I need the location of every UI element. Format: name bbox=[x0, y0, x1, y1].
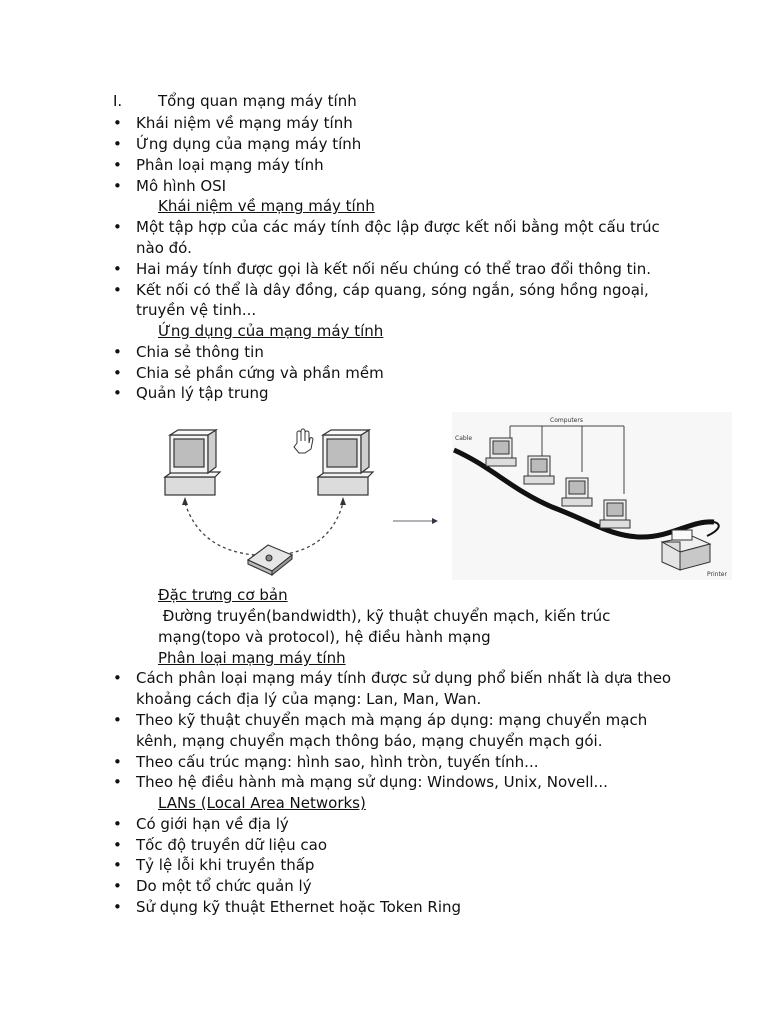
bus-network-illustration bbox=[452, 412, 732, 580]
arrow-figure bbox=[390, 514, 440, 528]
bullet-icon: • bbox=[113, 836, 122, 854]
cable-label: Cable bbox=[455, 435, 473, 442]
list-item-text: Theo kỹ thuật chuyển mạch mà mạng áp dụng: mạng chuyển mạch bbox=[136, 711, 648, 729]
bullet-icon: • bbox=[113, 669, 122, 687]
applications-title: Ứng dụng của mạng máy tính bbox=[158, 322, 384, 340]
list-item-text: Do một tổ chức quản lý bbox=[136, 877, 312, 895]
computer-icon bbox=[524, 456, 554, 484]
list-item-text: nào đó. bbox=[136, 239, 192, 257]
list-item-text: Chia sẻ thông tin bbox=[136, 343, 264, 361]
list-item-text: Chia sẻ phần cứng và phần mềm bbox=[136, 364, 384, 382]
list-item-text: Sử dụng kỹ thuật Ethernet hoặc Token Ring bbox=[136, 898, 462, 916]
list-item-text: Phân loại mạng máy tính bbox=[136, 156, 324, 174]
bullet-icon: • bbox=[113, 384, 122, 402]
computer-icon bbox=[600, 500, 630, 528]
list-item-text: Tốc độ truyền dữ liệu cao bbox=[136, 836, 328, 854]
bullet-icon: • bbox=[113, 364, 122, 382]
features-text: Đường truyền(bandwidth), kỹ thuật chuyển mạch, kiến trúc bbox=[158, 607, 611, 625]
list-item-text: Ứng dụng của mạng máy tính bbox=[136, 135, 362, 153]
bullet-icon: • bbox=[113, 711, 122, 729]
bullet-icon: • bbox=[113, 114, 122, 132]
heading-number: I. bbox=[113, 92, 123, 110]
list-item-text: Khái niệm về mạng máy tính bbox=[136, 114, 353, 132]
bullet-icon: • bbox=[113, 177, 122, 195]
bus-network-figure bbox=[452, 412, 732, 580]
list-item-text: khoảng cách địa lý của mạng: Lan, Man, Wan. bbox=[136, 690, 482, 708]
bullet-icon: • bbox=[113, 281, 122, 299]
connection-arc bbox=[185, 503, 343, 555]
list-item-text: Mô hình OSI bbox=[136, 177, 227, 195]
computer-icon bbox=[318, 430, 373, 495]
list-item-text: Có giới hạn về địa lý bbox=[136, 815, 289, 833]
list-item-text: Theo hệ điều hành mà mạng sử dụng: Windows, Unix, Novell... bbox=[136, 773, 608, 791]
list-item-text: kênh, mạng chuyển mạch thông báo, mạng chuyển mạch gói. bbox=[136, 732, 603, 750]
list-item-text: Tỷ lệ lỗi khi truyền thấp bbox=[136, 856, 315, 874]
bullet-icon: • bbox=[113, 156, 122, 174]
peer-network-illustration bbox=[160, 425, 375, 577]
list-item-text: Hai máy tính được gọi là kết nối nếu chúng có thể trao đổi thông tin. bbox=[136, 260, 652, 278]
bullet-icon: • bbox=[113, 877, 122, 895]
list-item-text: truyền vệ tinh... bbox=[136, 301, 257, 319]
bullet-icon: • bbox=[113, 343, 122, 361]
computer-icon bbox=[486, 438, 516, 466]
bullet-icon: • bbox=[113, 898, 122, 916]
printer-label: Printer bbox=[707, 571, 727, 578]
concept-title: Khái niệm về mạng máy tính bbox=[158, 197, 375, 215]
bullet-icon: • bbox=[113, 753, 122, 771]
features-title: Đặc trưng cơ bản bbox=[158, 586, 288, 604]
bullet-icon: • bbox=[113, 260, 122, 278]
hand-cursor-icon bbox=[294, 429, 313, 453]
bullet-icon: • bbox=[113, 135, 122, 153]
peer-network-figure bbox=[160, 425, 375, 577]
computer-icon bbox=[165, 430, 220, 495]
heading-title: Tổng quan mạng máy tính bbox=[158, 92, 357, 110]
bullet-icon: • bbox=[113, 815, 122, 833]
bullet-icon: • bbox=[113, 218, 122, 236]
bullet-icon: • bbox=[113, 773, 122, 791]
list-item-text: Theo cấu trúc mạng: hình sao, hình tròn, tuyến tính... bbox=[136, 753, 539, 771]
list-item-text: Quản lý tập trung bbox=[136, 384, 269, 402]
classification-title: Phân loại mạng máy tính bbox=[158, 649, 346, 667]
features-text: mạng(topo và protocol), hệ điều hành mạng bbox=[158, 628, 491, 646]
bullet-icon: • bbox=[113, 856, 122, 874]
lans-title: LANs (Local Area Networks) bbox=[158, 794, 366, 812]
computers-label: Computers bbox=[550, 417, 583, 424]
disk-drive-icon bbox=[248, 545, 292, 575]
right-arrow-icon bbox=[390, 514, 440, 528]
list-item-text: Cách phân loại mạng máy tính được sử dụng phổ biến nhất là dựa theo bbox=[136, 669, 672, 687]
computer-icon bbox=[562, 478, 592, 506]
list-item-text: Kết nối có thể là dây đồng, cáp quang, sóng ngắn, sóng hồng ngoại, bbox=[136, 281, 649, 299]
list-item-text: Một tập hợp của các máy tính độc lập được kết nối bằng một cấu trúc bbox=[136, 218, 660, 236]
